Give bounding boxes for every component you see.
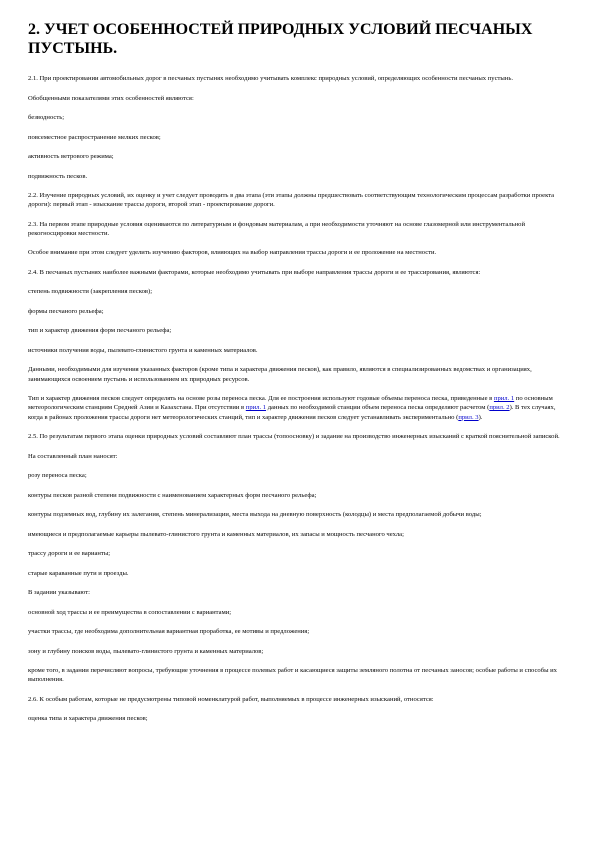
- list-item: формы песчаного рельефа;: [28, 307, 104, 315]
- list-item: степень подвижности (закрепления песков);: [28, 288, 153, 296]
- list-item: подвижность песков.: [28, 172, 88, 180]
- list-item: повсеместное распространение мелких песков;: [28, 133, 161, 141]
- paragraph-data-sources: Данными, необходимыми для изучения указанных факторов (кроме типа и характера движения песков), как правило, являются в специализированных ведомствах и организациях, занимающихся освоением пустынь и использованием их природных ресурсов.: [28, 366, 532, 383]
- list-item: розу переноса песка;: [28, 472, 87, 480]
- appendix-2-link[interactable]: прил. 2: [489, 404, 510, 412]
- list-item: кроме того, в задании перечисляют вопросы, требующие уточнения в процессе полевых работ и касающиеся защиты земляного полотна от песчаных заносов; особые работы и способы их выполнения.: [28, 667, 557, 684]
- appendix-3-link[interactable]: прил. 3: [458, 413, 479, 421]
- paragraph-sand-movement: [28, 394, 565, 422]
- list-item: зону и глубину поисков воды, пылевато-глинистого грунта и каменных материалов;: [28, 647, 264, 655]
- paragraph-2-5: 2.5. По результатам первого этапа оценки природных условий составляют план трассы (топоосновку) и задание на производство инженерных изысканий с краткой пояснительной запиской.: [28, 433, 560, 441]
- list-item: имеющиеся и предполагаемые карьеры пылевато-глинистого грунта и каменных материалов, их запасы и мощность песчаного чехла;: [28, 530, 404, 538]
- list-item: активность ветрового режима;: [28, 153, 114, 160]
- text-segment: ).: [478, 413, 483, 421]
- paragraph-2-2: 2.2. Изучение природных условий, их оценку и учет следует проводить в два этапа (эти этапы должны предшествовать соответствующим технологическим процессам разработки проекта дороги): первый этап - изыскание трассы дороги, второй этап - проектирование дороги.: [28, 192, 555, 209]
- list-item: участки трассы, где необходима дополнительная вариантная проработка, ее мотивы и предложения;: [28, 628, 310, 636]
- list-item: трассу дороги и ее варианты;: [28, 550, 111, 558]
- text-segment: Тип и характер движения песков следует определять на основе розы переноса песка. Для ее построения используют годовые объемы переноса песка, приведенные в: [28, 395, 494, 403]
- paragraph-plan-intro: На составленный план наносят:: [28, 452, 118, 460]
- page-title: 2. УЧЕТ ОСОБЕННОСТЕЙ ПРИРОДНЫХ УСЛОВИЙ ПЕСЧАНЫХ ПУСТЫНЬ.: [28, 21, 533, 57]
- paragraph-2-3: 2.3. На первом этапе природные условия оцениваются по литературным и фондовым материалам, а при необходимости уточняют на основе глазомерной или инструментальной рекогносцировки местности.: [28, 220, 526, 237]
- paragraph-indicators-intro: Обобщенными показателями этих особенностей являются:: [28, 94, 194, 102]
- paragraph-attention: Особое внимание при этом следует уделить изучению факторов, влияющих на выбор направления трассы дороги и ее проложение на местности.: [28, 249, 437, 257]
- paragraph-2-1: 2.1. При проектировании автомобильных дорог в песчаных пустынях необходимо учитывать комплекс природных условий, определяющих особенности песчаных пустынь.: [28, 75, 513, 82]
- appendix-1-link[interactable]: прил. 1: [493, 395, 515, 403]
- text-segment: данных по необходимой станции объем переноса песка определяют расчетом (: [266, 404, 490, 412]
- paragraph-task-intro: В задании указывают:: [28, 589, 90, 597]
- text-segment: по основным метеорологическим станциям Средней Азии и Казахстана. При отсутствии в: [28, 395, 553, 412]
- list-item: контуры подземных вод, глубину их залегания, степень минерализации, места выхода на дневную поверхность (колодцы) и места предполагаемой добычи воды;: [28, 511, 482, 519]
- list-item: контуры песков разной степени подвижности с наименованием характерных форм песчаного рельефа;: [28, 491, 317, 499]
- list-item: старые караванные пути и проезды.: [28, 569, 129, 577]
- list-item: основной ход трассы и ее преимущества в сопоставлении с вариантами;: [28, 608, 232, 616]
- list-item: источники получения воды, пылевато-глинистого грунта и каменных материалов.: [28, 346, 258, 354]
- appendix-1-link-second[interactable]: прил. 1: [245, 404, 267, 412]
- list-item: тип и характер движения форм песчаного рельефа;: [28, 327, 172, 335]
- paragraph-2-6: 2.6. К особым работам, которые не предусмотрены типовой номенклатурой работ, выполняемых в процессе инженерных изысканий, относятся:: [28, 695, 434, 703]
- text-segment: ). В тех случаях, когда в районах проложения трассы дороги нет метеорологических станций, тип и характер движения песков следует устанавливать экспериментально (: [28, 404, 556, 421]
- list-item: оценка типа и характера движения песков;: [28, 715, 148, 723]
- paragraph-2-4: 2.4. В песчаных пустынях наиболее важными факторами, которые необходимо учитывать при выборе направления трассы дороги и ее трассирования, являются:: [28, 268, 481, 276]
- list-item: безводность;: [28, 114, 65, 121]
